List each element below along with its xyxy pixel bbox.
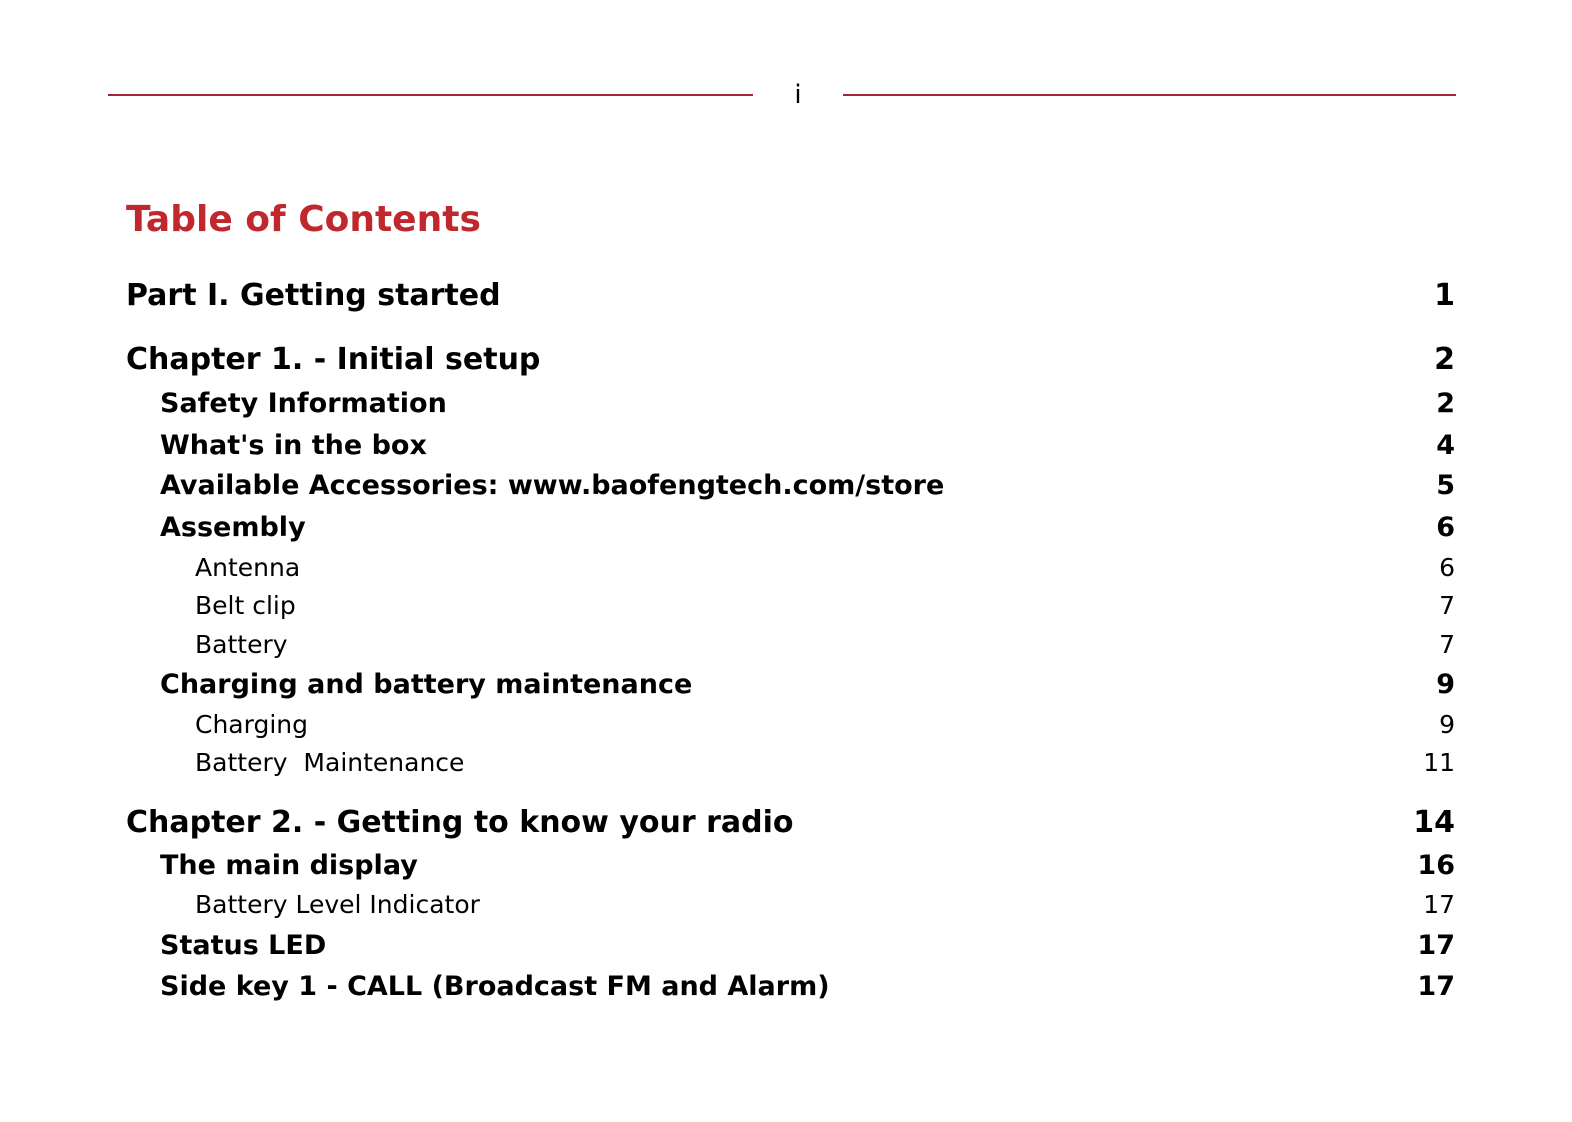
toc-entry[interactable] <box>0 885 1455 925</box>
toc-entry-label: Battery Maintenance <box>195 748 465 777</box>
toc-entry-label: Side key 1 - CALL (Broadcast FM and Alarm) <box>160 971 830 1002</box>
toc-entry-label: Chapter 2. - Getting to know your radio <box>126 805 794 840</box>
toc-entry[interactable] <box>0 466 1455 506</box>
toc-entry[interactable] <box>0 586 1455 626</box>
toc-entry[interactable] <box>0 384 1455 424</box>
toc-entry-label: Antenna <box>195 553 301 582</box>
toc-entry[interactable] <box>0 705 1455 745</box>
toc-entry-label: Part I. Getting started <box>126 278 501 313</box>
toc-entry[interactable] <box>0 665 1455 705</box>
toc-entry-label: Battery <box>195 630 288 659</box>
header-rule-left <box>108 94 753 96</box>
toc-entry-label: Assembly <box>160 512 306 543</box>
toc-entry-page: 11 <box>1423 748 1455 777</box>
toc-entry-label: Battery Level Indicator <box>195 890 480 919</box>
toc-entry[interactable] <box>0 340 1455 380</box>
toc-entry-page: 9 <box>1436 669 1455 700</box>
toc-entry[interactable] <box>0 846 1455 886</box>
toc-entry-label: Status LED <box>160 930 327 961</box>
toc-entry-label: Chapter 1. - Initial setup <box>126 342 541 377</box>
toc-entry[interactable] <box>0 967 1455 1007</box>
toc-entry-label: Belt clip <box>195 591 296 620</box>
header-rule-right <box>843 94 1456 96</box>
toc-entry-label: Safety Information <box>160 388 447 419</box>
toc-entry-page: 17 <box>1417 971 1455 1002</box>
toc-entry[interactable] <box>0 426 1455 466</box>
toc-entry-label: Charging and battery maintenance <box>160 669 693 700</box>
toc-entry-label: The main display <box>160 850 418 881</box>
toc-entry[interactable] <box>0 548 1455 588</box>
toc-entry-page: 2 <box>1436 388 1455 419</box>
page-header <box>108 78 1456 112</box>
toc-entry-page: 1 <box>1434 278 1455 313</box>
toc-entry-page: 2 <box>1434 342 1455 377</box>
toc-entry-page: 17 <box>1417 930 1455 961</box>
toc-entry-label: Available Accessories: www.baofengtech.com/store <box>160 470 945 501</box>
page-number: i <box>794 80 802 110</box>
toc-entry[interactable] <box>0 508 1455 548</box>
toc-entry-page: 9 <box>1439 710 1455 739</box>
toc-title: Table of Contents <box>126 199 481 240</box>
toc-entry[interactable] <box>0 743 1455 783</box>
toc-entry-page: 6 <box>1436 512 1455 543</box>
toc-entry-label: Charging <box>195 710 308 739</box>
toc-entry-page: 14 <box>1413 805 1455 840</box>
toc-entry-page: 16 <box>1417 850 1455 881</box>
toc-entry-page: 4 <box>1436 430 1455 461</box>
toc-entry-page: 17 <box>1423 890 1455 919</box>
toc-entry[interactable] <box>0 926 1455 966</box>
toc-entry-label: What's in the box <box>160 430 427 461</box>
toc-entry[interactable] <box>0 276 1455 316</box>
toc-entry-page: 7 <box>1439 591 1455 620</box>
toc-entry[interactable] <box>0 803 1455 843</box>
toc-entry-page: 5 <box>1436 470 1455 501</box>
toc-entry-page: 6 <box>1439 553 1455 582</box>
toc-entry-page: 7 <box>1439 630 1455 659</box>
toc-entry[interactable] <box>0 625 1455 665</box>
